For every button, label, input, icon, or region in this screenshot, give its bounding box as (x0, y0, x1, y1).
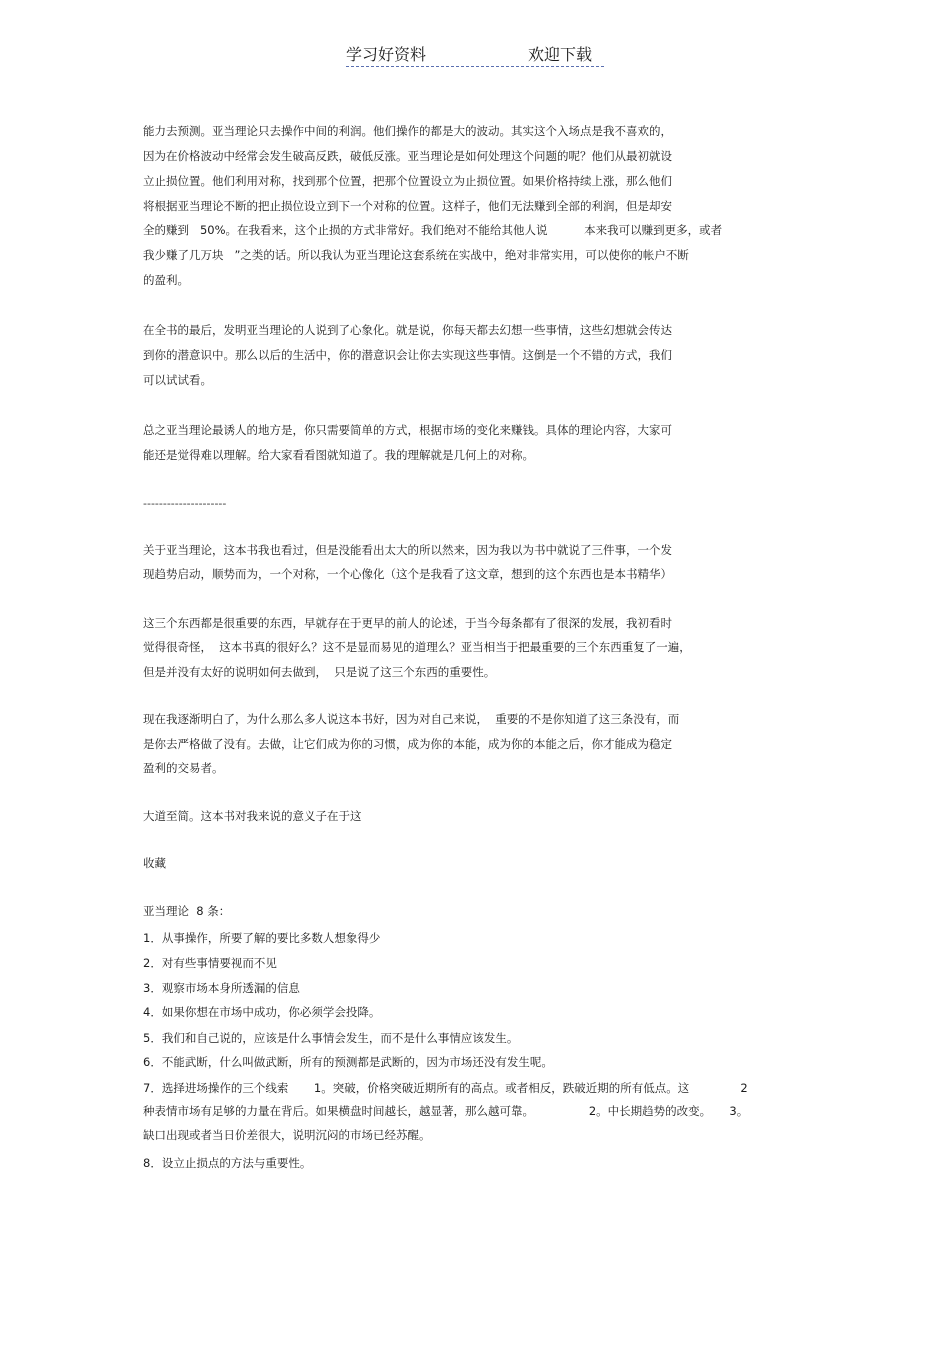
list-item: 4．如果你想在市场中成功，你必须学会投降。 (143, 1005, 381, 1019)
header-right-text: 欢迎下载 (528, 45, 593, 64)
text-line: 到你的潜意识中。那么以后的生活中，你的潜意识会让你去实现这些事情。这倒是一个不错的方式，我们 (143, 348, 672, 362)
text-line: 收藏 (143, 856, 166, 870)
text-line: 但是并没有太好的说明如何去做到， 只是说了这三个东西的重要性。 (143, 665, 496, 679)
header-left-text: 学习好资料 (346, 45, 427, 64)
list-item: 1．从事操作，所要了解的要比多数人想象得少 (143, 931, 381, 945)
list-item: 6．不能武断，什么叫做武断，所有的预测都是武断的，因为市场还没有发生呢。 (143, 1055, 553, 1069)
text-line: 这三个东西都是很重要的东西，早就存在于更早的前人的论述，于当今每条都有了很深的发展，我初看时 (143, 616, 672, 630)
text-line: 关于亚当理论，这本书我也看过，但是没能看出太大的所以然来，因为我以为书中就说了三件事，一个发 (143, 543, 672, 557)
text-line: 的盈利。 (143, 273, 189, 287)
text-line: 能还是觉得难以理解。给大家看看图就知道了。我的理解就是几何上的对称。 (143, 448, 534, 462)
text-line: 立止损位置。他们利用对称，找到那个位置，把那个位置设立为止损位置。如果价格持续上涨，那么他们 (143, 174, 672, 188)
list-item: 8．设立止损点的方法与重要性。 (143, 1156, 312, 1170)
text-line: 我少赚了几万块 ”之类的话。所以我认为亚当理论这套系统在实战中，绝对非常实用，可以使你的帐户不断 (143, 248, 689, 262)
text-line: 可以试试看。 (143, 373, 212, 387)
text-line: 现趋势启动，顺势而为，一个对称，一个心像化（这个是我看了这文章，想到的这个东西也是本书精华） (143, 567, 672, 581)
list-item-continuation: 种表情市场有足够的力量在背后。如果横盘时间越长，越显著，那么越可靠。 2。中长期趋势的改变。 3。 (143, 1104, 749, 1118)
list-item: 5．我们和自己说的，应该是什么事情会发生，而不是什么事情应该发生。 (143, 1031, 519, 1045)
text-line: 因为在价格波动中经常会发生破高反跌，破低反涨。亚当理论是如何处理这个问题的呢？他们从最初就设 (143, 149, 672, 163)
text-line: 能力去预测。亚当理论只去操作中间的利润。他们操作的都是大的波动。其实这个入场点是我不喜欢的， (143, 124, 672, 138)
text-line: 全的赚到 50%。在我看来，这个止损的方式非常好。我们绝对不能给其他人说 本来我可以赚到更多，或者 (143, 223, 723, 237)
list-item: 7．选择进场操作的三个线索 1。突破，价格突破近期所有的高点。或者相反，跌破近期的所有低点。这 2 (143, 1081, 748, 1095)
separator-line: --------------------- (143, 497, 227, 510)
text-line: 觉得很奇怪， 这本书真的很好么？这不是显而易见的道理么？亚当相当于把最重要的三个东西重复了一遍， (143, 640, 691, 654)
list-item: 3．观察市场本身所透漏的信息 (143, 981, 300, 995)
text-line: 盈利的交易者。 (143, 761, 224, 775)
list-item-continuation: 缺口出现或者当日价差很大，说明沉闷的市场已经苏醒。 (143, 1128, 431, 1142)
text-line: 总之亚当理论最诱人的地方是，你只需要简单的方式，根据市场的变化来赚钱。具体的理论内容，大家可 (143, 423, 672, 437)
text-line: 在全书的最后，发明亚当理论的人说到了心象化。就是说，你每天都去幻想一些事情，这些幻想就会传达 (143, 323, 672, 337)
list-item: 2．对有些事情要视而不见 (143, 956, 277, 970)
text-line: 现在我逐渐明白了，为什么那么多人说这本书好，因为对自己来说， 重要的不是你知道了这三条没有，而 (143, 712, 680, 726)
text-line: 是你去严格做了没有。去做，让它们成为你的习惯，成为你的本能，成为你的本能之后，你才能成为稳定 (143, 737, 672, 751)
text-line: 将根据亚当理论不断的把止损位设立到下一个对称的位置。这样子，他们无法赚到全部的利润，但是却安 (143, 199, 672, 213)
text-line: 大道至简。这本书对我来说的意义子在于这 (143, 809, 362, 823)
rules-title: 亚当理论 8 条： (143, 904, 231, 918)
